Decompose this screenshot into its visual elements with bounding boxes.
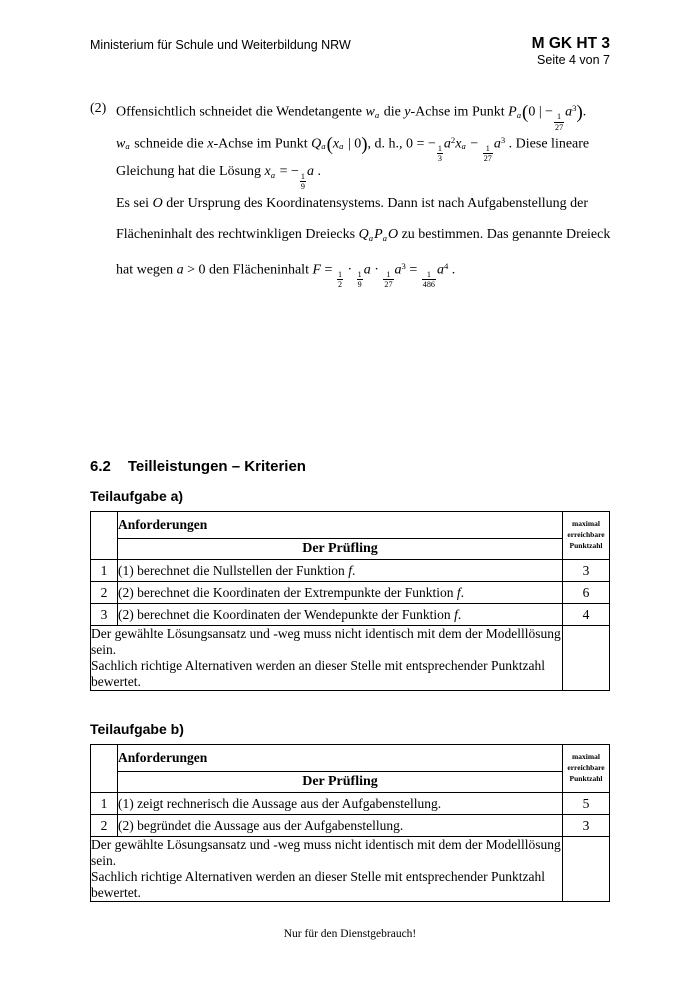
column-header-max-points: maximal erreichbare Punktzahl: [563, 512, 610, 560]
solution-line: Es sei O der Ursprung des Koordinatensystems. Dann ist nach Aufgabenstellung der: [116, 195, 589, 211]
math-fraction: $\frac{1}{9}$: [300, 172, 305, 192]
points-value: 3: [563, 815, 610, 837]
corner-cell: [91, 745, 118, 793]
math-var: a: [363, 261, 371, 277]
footnote-line: Der gewählte Lösungsansatz und -weg muss nicht identisch mit dem der Modelllösung sein.: [91, 626, 561, 657]
math-fraction: $\frac{1}{27}$: [555, 112, 564, 132]
math-var: a: [394, 261, 402, 277]
math-var: x: [332, 135, 340, 151]
criteria-table-b: [90, 744, 610, 902]
column-header-max-points: maximal erreichbare Punktzahl: [563, 745, 610, 793]
footnote-line: Sachlich richtige Alternativen werden an dieser Stelle mit entsprechender Punktzahl bewertet.: [91, 658, 545, 689]
math-fraction: $\frac{1}{2}$: [337, 269, 342, 290]
table-row: [91, 560, 610, 582]
solution-line: wa schneide die x-Achse im Punkt Qa(xa | 0), d. h., 0 = − $\frac{1}{3}$ $a^2xa$ − $\frac{1}{27}$ $a^3$ . Diese lineare: [116, 133, 590, 164]
math-fraction: $\frac{1}{9}$: [357, 269, 362, 290]
math-var: x: [264, 164, 271, 179]
math-var: w: [116, 135, 126, 151]
math-subscript: a: [461, 141, 466, 152]
header-right: [532, 36, 610, 69]
table-footnote: [91, 626, 563, 691]
empty-points-cell: [563, 837, 610, 902]
math-fraction: $\frac{1}{3}$: [437, 143, 442, 164]
math-superscript: 3: [401, 260, 406, 271]
math-superscript: 3: [572, 103, 577, 113]
column-header-pruefling: Der Prüfling: [118, 772, 563, 793]
table-row: [91, 604, 610, 626]
math-var: F: [312, 261, 322, 277]
math-var: a: [443, 135, 451, 151]
solution-line: hat wegen a > 0 den Flächeninhalt F = $\frac{1}{2}$ · $\frac{1}{9}$ a · $\frac{1}{27}$ $a^3$ = $\frac{1}{486}$ $a^4$ .: [116, 260, 456, 290]
criteria-table-a: [90, 511, 610, 691]
math-paren: (: [326, 133, 333, 155]
table-row: [91, 815, 610, 837]
solution-line: Offensichtlich schneidet die Wendetangente wa die y-Achse im Punkt Pa(0 | − $\frac{1}{27}$ $a^3$).: [116, 101, 587, 132]
math-subscript: a: [516, 109, 522, 120]
math-subscript: a: [125, 141, 130, 152]
page-number: Seite 4 von 7: [537, 53, 610, 67]
math-var: P: [508, 104, 517, 120]
table-row: [91, 793, 610, 815]
row-number: 1: [91, 793, 118, 815]
subtask-a-heading: Teilaufgabe a): [90, 488, 184, 504]
math-superscript: 2: [450, 134, 456, 145]
criterion-text: (2) berechnet die Koordinaten der Extrempunkte der Funktion f.: [118, 582, 563, 604]
exam-code: M GK HT 3: [531, 35, 610, 52]
math-var: f: [456, 584, 461, 600]
math-subscript: a: [374, 109, 380, 120]
math-fraction: $\frac{1}{486}$: [422, 269, 435, 290]
math-var: O: [152, 195, 163, 211]
math-var: O: [387, 227, 399, 242]
running-header: [90, 36, 610, 69]
math-var: Q: [358, 227, 369, 242]
math-var: a: [176, 261, 184, 277]
math-var: a: [306, 164, 314, 179]
points-value: 6: [563, 582, 610, 604]
column-header-anforderungen: Anforderungen: [118, 745, 563, 772]
math-fraction: $\frac{1}{27}$: [483, 143, 492, 164]
section-title: Teilleistungen – Kriterien: [127, 458, 306, 475]
solution-paragraph: [90, 93, 611, 290]
math-var: a: [493, 135, 501, 151]
row-number: 2: [91, 815, 118, 837]
row-number: 2: [91, 582, 118, 604]
math-paren: (: [522, 101, 529, 123]
math-var: a: [565, 104, 573, 120]
row-number: 1: [91, 560, 118, 582]
column-header-pruefling: Der Prüfling: [118, 539, 563, 560]
corner-cell: [91, 512, 118, 560]
math-var: x: [207, 135, 214, 151]
math-superscript: 4: [443, 260, 449, 271]
math-superscript: 3: [500, 134, 506, 145]
math-var: w: [365, 104, 375, 120]
table-row: [91, 582, 610, 604]
math-subscript: a: [339, 141, 344, 152]
subtask-b-heading: Teilaufgabe b): [90, 721, 184, 737]
math-var: f: [348, 562, 352, 578]
math-var: x: [455, 135, 462, 151]
math-paren: ): [361, 133, 368, 155]
ministry-name: Ministerium für Schule und Weiterbildung NRW: [90, 38, 351, 52]
math-var: f: [454, 606, 458, 622]
points-value: 3: [563, 560, 610, 582]
criterion-text: (2) berechnet die Koordinaten der Wendepunkte der Funktion f.: [118, 604, 563, 626]
page-footer: Nur für den Dienstgebrauch!: [283, 928, 417, 940]
solution-lines: [116, 93, 611, 290]
math-subscript: a: [321, 141, 326, 152]
math-subscript: a: [382, 232, 387, 243]
section-number: 6.2: [90, 458, 111, 475]
item-number: (2): [90, 101, 107, 116]
math-var: a: [436, 261, 444, 277]
math-var: Q: [311, 135, 322, 151]
solution-line: Flächeninhalt des rechtwinkligen Dreiecks QaPaO zu bestimmen. Das genannte Dreieck: [116, 227, 611, 243]
math-paren: ): [576, 101, 583, 123]
criterion-text: (2) begründet die Aussage aus der Aufgabenstellung.: [118, 815, 563, 837]
math-fraction: $\frac{1}{27}$: [384, 269, 393, 290]
math-var: y: [404, 104, 411, 120]
section-heading: [90, 458, 610, 475]
footnote-line: Sachlich richtige Alternativen werden an dieser Stelle mit entsprechender Punktzahl bewertet.: [91, 869, 545, 900]
math-subscript: a: [270, 169, 276, 180]
empty-points-cell: [563, 626, 610, 691]
table-footnote: [91, 837, 563, 902]
points-value: 4: [563, 604, 610, 626]
criterion-text: (1) zeigt rechnerisch die Aussage aus der Aufgabenstellung.: [118, 793, 563, 815]
footnote-line: Der gewählte Lösungsansatz und -weg muss nicht identisch mit dem der Modelllösung sein.: [91, 837, 561, 868]
math-subscript: a: [368, 232, 374, 243]
column-header-anforderungen: Anforderungen: [118, 512, 563, 539]
solution-line: Gleichung hat die Lösung xa = − $\frac{1}{9}$ a .: [116, 164, 321, 192]
points-value: 5: [563, 793, 610, 815]
criterion-text: (1) berechnet die Nullstellen der Funktion f.: [118, 560, 563, 582]
row-number: 3: [91, 604, 118, 626]
math-var: P: [374, 227, 383, 242]
